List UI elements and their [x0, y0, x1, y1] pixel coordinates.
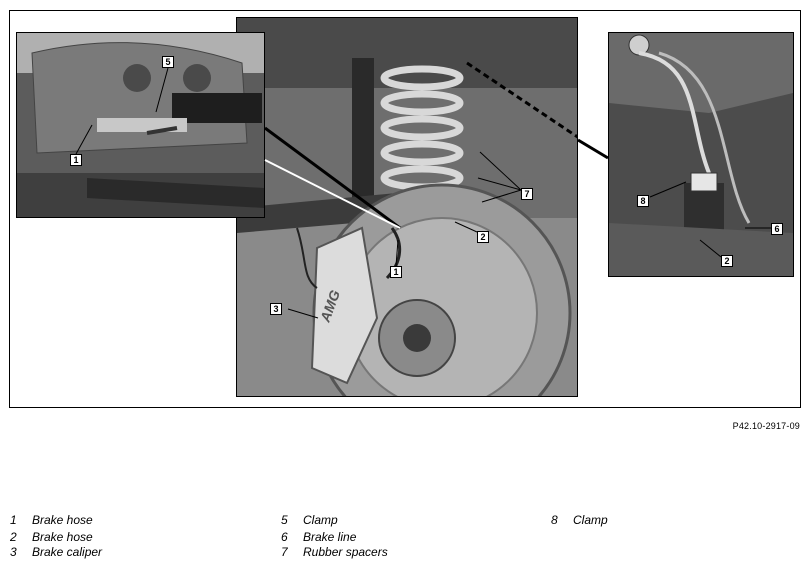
- svg-text:AMG: AMG: [316, 287, 343, 325]
- legend-text: Clamp: [303, 513, 338, 527]
- main-photo: [236, 17, 578, 397]
- main-photo-drawing: [237, 18, 577, 396]
- legend-num: 3: [10, 545, 17, 559]
- callout-main-3: 3: [270, 303, 282, 315]
- legend-text: Rubber spacers: [303, 545, 388, 559]
- legend-num: 6: [281, 530, 288, 544]
- right-inset-drawing: [609, 33, 793, 276]
- callout-main-2: 2: [477, 231, 489, 243]
- legend-num: 7: [281, 545, 288, 559]
- left-inset-drawing: [17, 33, 264, 217]
- legend-text: Brake hose: [32, 513, 93, 527]
- left-inset-photo: [16, 32, 265, 218]
- legend-text: Brake line: [303, 530, 357, 544]
- callout-left-1: 1: [70, 154, 82, 166]
- callout-right-6: 6: [771, 223, 783, 235]
- legend: [0, 512, 812, 568]
- legend-num: 5: [281, 513, 288, 527]
- figure-id: P42.10-2917-09: [732, 421, 800, 431]
- callout-left-5: 5: [162, 56, 174, 68]
- legend-text: Clamp: [573, 513, 608, 527]
- legend-num: 1: [10, 513, 17, 527]
- callout-main-1: 1: [390, 266, 402, 278]
- right-inset-photo: [608, 32, 794, 277]
- legend-num: 8: [551, 513, 558, 527]
- callout-right-8: 8: [637, 195, 649, 207]
- callout-right-2: 2: [721, 255, 733, 267]
- callout-main-7: 7: [521, 188, 533, 200]
- legend-text: Brake caliper: [32, 545, 103, 559]
- legend-text: Brake hose: [32, 530, 93, 544]
- legend-num: 2: [10, 530, 17, 544]
